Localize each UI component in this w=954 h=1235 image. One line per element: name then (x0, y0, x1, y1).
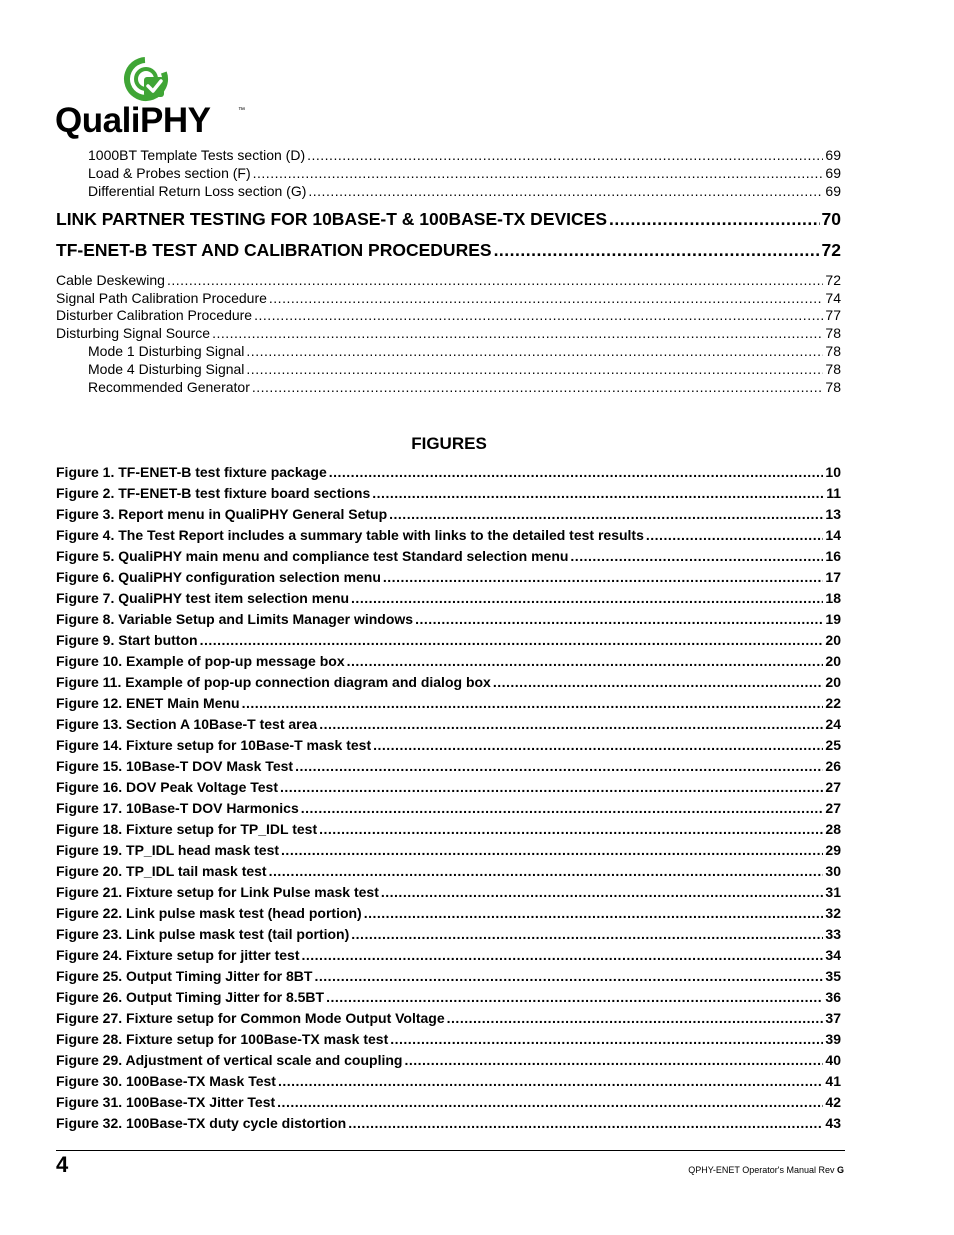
figure-entry-title: Figure 29. Adjustment of vertical scale and coupling (56, 1052, 403, 1068)
footer-manual-title (688, 1165, 844, 1175)
figure-entry-page: 37 (825, 1010, 841, 1026)
figure-entry-page: 30 (825, 863, 841, 879)
figure-entry-title: Figure 23. Link pulse mask test (tail portion) (56, 926, 350, 942)
figure-entry-page: 26 (825, 758, 841, 774)
figure-entry-page: 35 (825, 968, 841, 984)
toc-leader (383, 568, 824, 586)
figure-entry[interactable] (56, 925, 841, 943)
figure-entry-title: Figure 18. Fixture setup for TP_IDL test (56, 821, 318, 837)
figure-entry[interactable] (56, 631, 841, 649)
figure-entry[interactable] (56, 757, 841, 775)
footer-manual-name: QPHY-ENET Operator's Manual Rev (688, 1165, 835, 1175)
toc-chapter-page: 70 (821, 209, 841, 229)
figure-entry-title: Figure 22. Link pulse mask test (head portion) (56, 905, 362, 921)
toc-entry-title: 1000BT Template Tests section (D) (88, 147, 306, 163)
qualiphy-logo-icon (122, 55, 172, 105)
toc-entry-page: 69 (825, 165, 841, 181)
toc-entry-page: 69 (825, 147, 841, 163)
trademark-symbol: ™ (238, 107, 245, 114)
figure-entry[interactable] (56, 862, 841, 880)
toc-leader (351, 925, 823, 943)
toc-entry-title: Differential Return Loss section (G) (88, 183, 307, 199)
toc-entry-title: Load & Probes section (F) (88, 165, 251, 181)
toc-entry-title: Mode 4 Disturbing Signal (88, 361, 245, 377)
toc-leader (307, 146, 823, 164)
toc-chapter-page: 72 (821, 240, 841, 260)
toc-entry-page: 74 (825, 290, 841, 306)
figure-entry[interactable] (56, 484, 841, 502)
figure-entry[interactable] (56, 841, 841, 859)
figure-entry-title: Figure 7. QualiPHY test item selection menu (56, 590, 350, 606)
figure-entry[interactable] (56, 694, 841, 712)
figure-entry-page: 18 (825, 590, 841, 606)
figures-heading: FIGURES (411, 434, 487, 453)
toc-leader (252, 378, 824, 396)
toc-leader (200, 631, 824, 649)
toc-entry[interactable] (88, 378, 841, 396)
figure-entry-title: Figure 6. QualiPHY configuration selection menu (56, 569, 381, 585)
toc-entry[interactable] (88, 360, 841, 378)
toc-leader (347, 652, 824, 670)
toc-leader (609, 208, 820, 230)
figure-entry[interactable] (56, 883, 841, 901)
toc-leader (295, 757, 823, 775)
figure-entry-page: 39 (825, 1031, 841, 1047)
toc-leader (646, 526, 824, 544)
toc-leader (242, 694, 824, 712)
figure-entry-page: 27 (825, 779, 841, 795)
toc-leader (348, 1114, 823, 1132)
figure-entry-page: 11 (826, 485, 841, 501)
figure-entry-page: 27 (825, 800, 841, 816)
figure-entry[interactable] (56, 967, 841, 985)
figure-entry[interactable] (56, 904, 841, 922)
toc-chapter[interactable] (56, 208, 841, 230)
toc-entry[interactable] (56, 324, 841, 342)
figure-entry[interactable] (56, 1072, 841, 1090)
toc-leader (314, 967, 823, 985)
toc-entry[interactable] (88, 164, 841, 182)
figure-entry-page: 13 (825, 506, 841, 522)
figure-entry[interactable] (56, 1051, 841, 1069)
figure-entry-title: Figure 30. 100Base-TX Mask Test (56, 1073, 276, 1089)
toc-leader (212, 324, 823, 342)
toc-leader (319, 820, 823, 838)
toc-leader (570, 547, 823, 565)
figure-entry-title: Figure 28. Fixture setup for 100Base-TX mask test (56, 1031, 389, 1047)
figure-entry-title: Figure 11. Example of pop-up connection diagram and dialog box (56, 674, 491, 690)
toc-leader (415, 610, 823, 628)
page-number: 4 (56, 1152, 69, 1177)
figure-entry-title: Figure 20. TP_IDL tail mask test (56, 863, 267, 879)
toc-entry-page: 78 (825, 343, 841, 359)
figure-entry-title: Figure 15. 10Base-T DOV Mask Test (56, 758, 294, 774)
figure-entry-page: 22 (825, 695, 841, 711)
toc-leader (326, 988, 823, 1006)
toc-entry-title: Recommended Generator (88, 379, 250, 395)
figure-entry-title: Figure 10. Example of pop-up message box (56, 653, 345, 669)
figure-entry[interactable] (56, 715, 841, 733)
toc-entry[interactable] (88, 182, 841, 200)
figure-entry-title: Figure 19. TP_IDL head mask test (56, 842, 280, 858)
figure-entry-title: Figure 32. 100Base-TX duty cycle distortion (56, 1115, 347, 1131)
figure-entry-page: 25 (825, 737, 841, 753)
toc-leader (351, 589, 823, 607)
figure-entry-title: Figure 24. Fixture setup for jitter test (56, 947, 300, 963)
toc-leader (269, 862, 824, 880)
toc-entry-page: 69 (825, 183, 841, 199)
figure-entry[interactable] (56, 1030, 841, 1048)
toc-chapter-title: LINK PARTNER TESTING FOR 10BASE-T & 100BASE-TX DEVICES (56, 209, 608, 229)
figure-entry-page: 36 (825, 989, 841, 1005)
figure-entry-page: 42 (825, 1094, 841, 1110)
toc-leader (280, 778, 823, 796)
figure-entry-title: Figure 21. Fixture setup for Link Pulse mask test (56, 884, 379, 900)
figure-entry-title: Figure 2. TF-ENET-B test fixture board sections (56, 485, 371, 501)
figure-entry[interactable] (56, 589, 841, 607)
figure-entry[interactable] (56, 1093, 841, 1111)
toc-chapter[interactable] (56, 239, 841, 261)
toc-leader (389, 505, 823, 523)
figure-entry-page: 20 (825, 674, 841, 690)
toc-leader (329, 463, 824, 481)
toc-entry-title: Mode 1 Disturbing Signal (88, 343, 245, 359)
toc-leader (167, 271, 823, 289)
figure-entry-title: Figure 14. Fixture setup for 10Base-T mask test (56, 737, 372, 753)
footer-divider (56, 1150, 845, 1151)
figure-entry[interactable] (56, 1009, 841, 1027)
figure-entry-page: 34 (825, 947, 841, 963)
figure-entry[interactable] (56, 736, 841, 754)
figure-entry[interactable] (56, 778, 841, 796)
toc-entry[interactable] (56, 306, 841, 324)
figure-entry-page: 16 (825, 548, 841, 564)
toc-entry-title: Signal Path Calibration Procedure (56, 290, 267, 306)
figure-entry-title: Figure 17. 10Base-T DOV Harmonics (56, 800, 299, 816)
toc-leader (277, 1093, 823, 1111)
toc-leader (404, 1051, 823, 1069)
figure-entry-page: 28 (825, 821, 841, 837)
figure-entry[interactable] (56, 652, 841, 670)
figure-entry-title: Figure 31. 100Base-TX Jitter Test (56, 1094, 276, 1110)
toc-leader (278, 1072, 823, 1090)
qualiphy-logo (55, 55, 250, 140)
figure-entry[interactable] (56, 568, 841, 586)
figure-entry-title: Figure 9. Start button (56, 632, 198, 648)
figure-entry-title: Figure 4. The Test Report includes a summary table with links to the detailed test results (56, 527, 644, 543)
toc-entry[interactable] (88, 342, 841, 360)
figure-entry[interactable] (56, 799, 841, 817)
figure-entry-title: Figure 8. Variable Setup and Limits Manager windows (56, 611, 414, 627)
toc-leader (494, 239, 820, 261)
toc-leader (281, 841, 823, 859)
figure-entry-title: Figure 27. Fixture setup for Common Mode Output Voltage (56, 1010, 445, 1026)
figure-entry-page: 20 (825, 632, 841, 648)
toc-entry-page: 72 (825, 272, 841, 288)
figure-entry-page: 32 (825, 905, 841, 921)
toc-leader (308, 182, 823, 200)
toc-leader (381, 883, 824, 901)
figure-entry[interactable] (56, 610, 841, 628)
figure-entry-title: Figure 1. TF-ENET-B test fixture package (56, 464, 327, 480)
figure-entry-title: Figure 12. ENET Main Menu (56, 695, 240, 711)
toc-entry[interactable] (56, 271, 841, 289)
figure-entry-page: 40 (825, 1052, 841, 1068)
figure-entry-page: 14 (825, 527, 841, 543)
figure-entry-page: 19 (825, 611, 841, 627)
toc-chapter-title: TF-ENET-B TEST AND CALIBRATION PROCEDURES (56, 240, 492, 260)
figure-entry-title: Figure 13. Section A 10Base-T test area (56, 716, 318, 732)
toc-leader (447, 1009, 824, 1027)
toc-entry-page: 78 (825, 361, 841, 377)
figure-entry-page: 43 (825, 1115, 841, 1131)
toc-leader (364, 904, 824, 922)
figure-entry[interactable] (56, 1114, 841, 1132)
figure-entry[interactable] (56, 547, 841, 565)
figure-entry-title: Figure 5. QualiPHY main menu and compliance test Standard selection menu (56, 548, 569, 564)
toc-leader (269, 289, 824, 307)
toc-leader (246, 360, 823, 378)
toc-entry[interactable] (88, 146, 841, 164)
figure-entry[interactable] (56, 946, 841, 964)
figure-entry[interactable] (56, 820, 841, 838)
figure-entry-page: 29 (825, 842, 841, 858)
figure-entry-title: Figure 16. DOV Peak Voltage Test (56, 779, 278, 795)
toc-leader (319, 715, 823, 733)
figure-entry[interactable] (56, 988, 841, 1006)
figure-entry-page: 10 (825, 464, 841, 480)
figure-entry-page: 17 (825, 569, 841, 585)
toc-leader (390, 1030, 823, 1048)
figure-entry-title: Figure 26. Output Timing Jitter for 8.5BT (56, 989, 325, 1005)
toc-entry-title: Disturbing Signal Source (56, 325, 211, 341)
toc-entry-page: 78 (825, 325, 841, 341)
figure-entry-page: 33 (825, 926, 841, 942)
toc-leader (253, 164, 824, 182)
figure-entry-title: Figure 25. Output Timing Jitter for 8BT (56, 968, 313, 984)
toc-entry-page: 77 (825, 307, 841, 323)
toc-leader (372, 484, 824, 502)
toc-entry[interactable] (56, 289, 841, 307)
figure-entry-title: Figure 3. Report menu in QualiPHY General Setup (56, 506, 388, 522)
toc-leader (246, 342, 823, 360)
figure-entry[interactable] (56, 505, 841, 523)
toc-leader (301, 799, 824, 817)
toc-leader (373, 736, 823, 754)
figure-entry-page: 41 (825, 1073, 841, 1089)
toc-leader (302, 946, 824, 964)
toc-entry-page: 78 (825, 379, 841, 395)
figure-entry-page: 31 (825, 884, 841, 900)
figure-entry-page: 24 (825, 716, 841, 732)
toc-entry-title: Cable Deskewing (56, 272, 165, 288)
footer-revision: G (836, 1165, 844, 1175)
figure-entry[interactable] (56, 526, 841, 544)
logo-wordmark: QualiPHY (55, 101, 211, 140)
figure-entry[interactable] (56, 463, 841, 481)
figure-entry[interactable] (56, 673, 841, 691)
toc-entry-title: Disturber Calibration Procedure (56, 307, 253, 323)
figure-entry-page: 20 (825, 653, 841, 669)
toc-leader (493, 673, 824, 691)
toc-leader (254, 306, 823, 324)
